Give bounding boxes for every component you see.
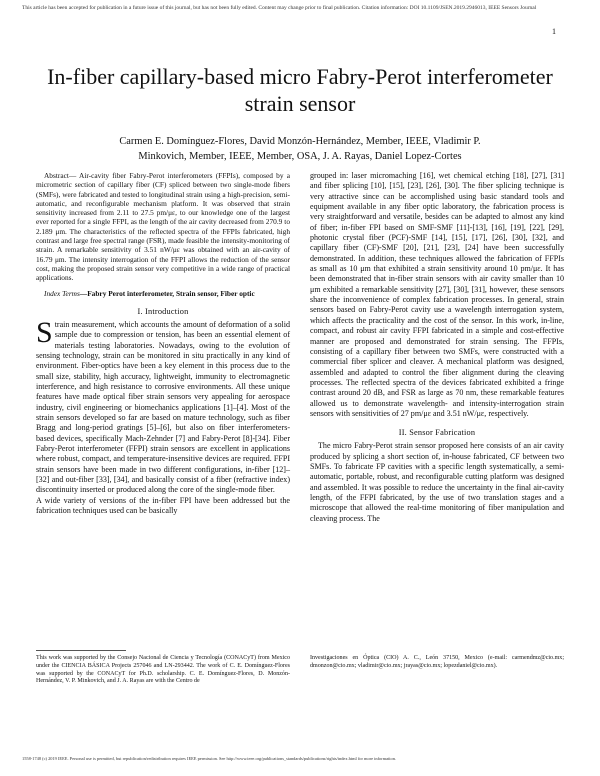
left-column (36, 171, 290, 516)
intro-paragraph-2: A wide variety of versions of the in-fiber FPI have been addressed but the fabrication techniques used can be basically (36, 495, 290, 516)
page-number: 1 (552, 27, 556, 36)
authors-line-1: Carmen E. Domínguez-Flores, David Monzón-Hernández, Member, IEEE, Vladimir P. (119, 136, 481, 147)
index-terms (36, 289, 290, 298)
authors-line-2: Minkovich, Member, IEEE, Member, OSA, J. A. Rayas, Daniel Lopez-Cortes (138, 150, 462, 162)
copyright-note: 1558-1748 (c) 2019 IEEE. Personal use is permitted, but republication/redistribution requires IEEE permission. See http://www.ieee.org/publications_standards/publications/rights/index.html for more information. (22, 756, 396, 761)
abstract: Abstract— Air-cavity fiber Fabry-Perot interferometers (FFPIs), composed by a micrometric section of capillary fiber (CF) spliced between two single-mode fibers (SMFs), were fabricated and tested to longitudinal strain using a high-precision, semi-automatic, and reconfigurable mechanism platform. It was observed that strain sensitivity increased from 2.11 to 27.5 pm/με, to our knowledge one of the largest ever reported for a single FFPI, as the length of the air cavity decreased from 270.9 to 2.189 μm. The characteristics of the reflected spectra of the FFPIs fabricated, high contrast and large free spectral range (FSR), made feasible the intensity-monitoring of strain. A remarkable sensitivity of 3.51 nW/με was obtained with an air-cavity of 16.79 μm. The intensity interrogation of the FFPI allows the reduction of the sensor cost, making the proposed strain sensor very competitive in a wide range of practical applications. (36, 171, 290, 283)
right-paragraph-1: grouped in: laser micromaching [16], wet chemical etching [18], [27], [31] and fiber splicing [10], [15], [23], [26], [30]. The fiber splicing technique is very attractive since can be accomplished using basic standard tools and equipment available in any fiber optic laboratory, the fabrication process is very straightforward and versatile, besides can be adapted to almost any kind of fiber; in-fiber FPI based on SMF-SMF [11]-[13], [16], [19], [22], [29], photonic crystal fiber (PCF)-SMF [14], [15], [17], [26], [30], [32], and capillary fiber (CF)-SMF [20], [21], [23], [24] have been successfully demonstrated. In addition, these techniques allowed the fabrication of FFPIs as small as 10 μm that exhibited a strain sensitivity around 10 pm/με. It has been demonstrated that in-fiber strain sensors with air cavity smaller than 10 μm exhibited a remarkable sensitivity [27], [30], [31], however, these sensors share the inconvenience of complex fabrication processes. In general, strain sensors based on Fabry-Perot cavity use a wavelength interrogation system, which affects the practicality and the cost of the sensor. In this work, in-line, compact, and robust air cavity FFPI fabricated in a simple and cost-effective manner are proposed and demonstrated for strain sensing. The FFPIs, consisting of a capillary fiber between two SMFs, were constructed with a commercial fiber splicer and cleaver. A mechanical platform was designed, assembled and adapted to control the fiber alignment during the cleaving processes. The reflected spectra of the devices fabricated exhibited a fringe contrast around 20 dB, and FSR as large as 70 nm, these remarkable features allowed us to demonstrate wavelength- and intensity-interrogation strain sensors with sensitivities of 27 pm/με and 3.51 nW/με, respectively. (310, 171, 564, 418)
paper-title: In-fiber capillary-based micro Fabry-Perot interferometer strain sensor (47, 64, 553, 116)
fabrication-paragraph: The micro Fabry-Perot strain sensor proposed here consists of an air cavity produced by splicing a short section of, in-house fabricated, CF between two SMFs. To fabricate FP cavities with a specific length systematically, a semi-automatic, portable, robust, and reconfigurable cutting platform was designed and assembled. It was possible to reduce the uncertainty in the final air-cavity length, of the FFPI fabricated, by the use of two translation stages and a microscope that allowed the real-time monitoring of fiber manipulation and cleaving process. The (310, 441, 564, 523)
index-terms-label: Index Terms (44, 288, 80, 298)
footnote-affiliation: Investigaciones en Óptica (CIO) A. C., León 37150, Mexico (e-mail: carmendmz@cio.mx; dmonzon@cio.mx; vladimir@cio.mx; jrayas@cio.mx; lopezdaniel@cio.mx). (310, 655, 564, 669)
header-note: This article has been accepted for publication in a future issue of this journal, but has not been fully edited. Content may change prior to final publication. Citation information: DOI 10.1109/JSEN.2019.2946013, IEEE Sensors Journal (22, 5, 537, 11)
footnote-rule (36, 650, 126, 651)
intro-paragraph-1 (36, 315, 290, 496)
intro-paragraph-1-text: train measurement, which accounts the amount of deformation of a solid sample due to compression or tension, has been an essential element of materials testing laboratories. Nowadays, owing to the evolution of sensing technology, strain can be monitored in situ practically in any kind of environment. Fiber-optics have been a key element in this process due to the small size, stability, high accuracy, lightweight, immunity to electromagnetic interference, and high resistance to corrosive environments. All these unique features have made optical fiber strain sensors very appealing for aerospace industry, civil engineering or biomechanics applications [1]–[4]. Most of the strain sensors developed so far are based on mature technology, such as fiber Bragg and long-period gratings [5]–[6], but also on fiber interferometers-based devices, specifically Mach-Zehnder [7] and Fabry-Perot [8]-[34]. Fiber Fabry-Perot interferometer (FFPI) strain sensors are excellent in applications where robust, compact, and temperature-insensitive devices are required. FFPI strain sensors have been made in two different configurations, in-fiber [12]–[32] and out-fiber [33], [34], and basically consist of a fiber (refractive index) discontinuity inserted or produced along the core of the single-mode fiber. (36, 319, 290, 495)
drop-cap: S (36, 315, 53, 349)
section-heading-introduction: I. Introduction (137, 306, 189, 316)
section-heading-fabrication: II. Sensor Fabrication (398, 428, 476, 438)
right-column (310, 171, 564, 524)
footnote-funding: This work was supported by the Consejo Nacional de Ciencia y Tecnología (CONACyT) from Mexico under the CIENCIA BÁSICA Projects 257046 and LN-293442. The work of C. E. Domínguez-Flores was supported by the CONACyT for Ph.D. scholarship. C. E. Domínguez-Flores, D. Monzón-Hernández, V. P. Minkovich, and J. A. Rayas are with the Centro de (36, 655, 290, 685)
index-terms-text: —Fabry Perot interferometer, Strain sensor, Fiber optic (79, 288, 255, 298)
author-list (60, 135, 540, 164)
